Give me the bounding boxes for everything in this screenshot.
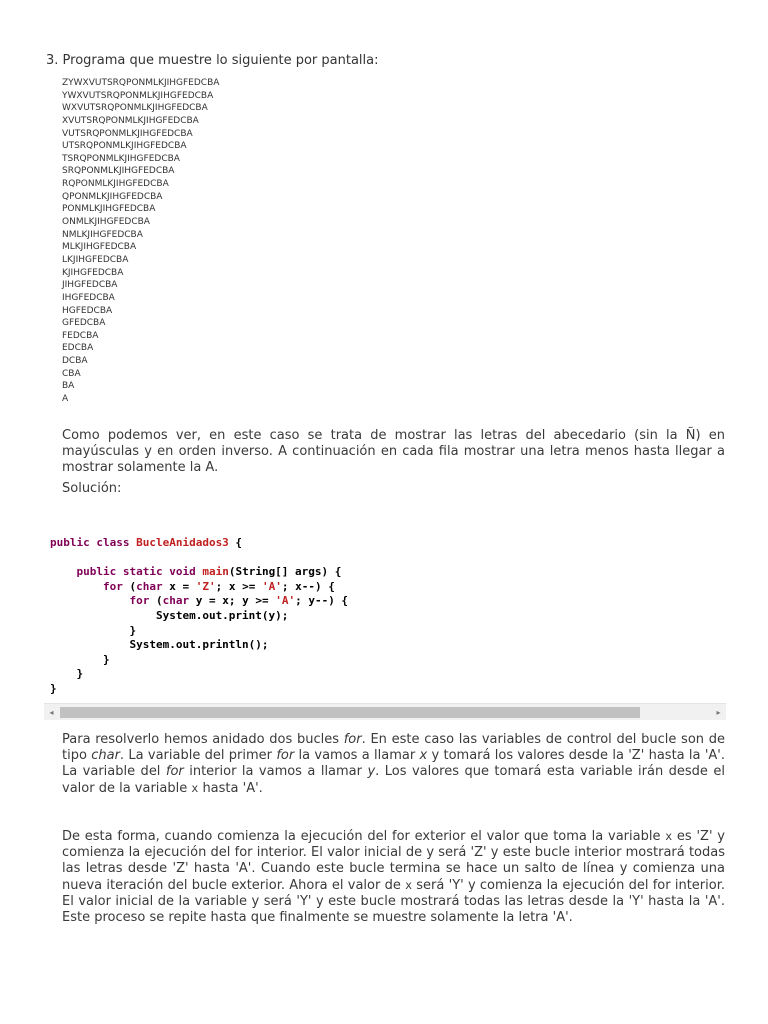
code-token: public static void	[50, 565, 203, 579]
text-run: y	[367, 764, 376, 779]
code-token: y = x; y >=	[189, 594, 276, 608]
code-token: 'Z'	[195, 579, 216, 593]
output-line: QPONMLKJIHGFEDCBA	[62, 191, 163, 202]
code-token: for	[102, 579, 123, 593]
explanation-paragraph-1	[62, 732, 725, 797]
code-token: char	[136, 579, 163, 593]
output-line: RQPONMLKJIHGFEDCBA	[62, 179, 169, 190]
code-token: ; x >=	[215, 579, 262, 593]
code-line	[50, 624, 348, 639]
code-line	[50, 565, 348, 580]
text-run: . La variable del primer	[119, 748, 277, 763]
code-line	[50, 580, 348, 595]
code-token: }	[50, 652, 110, 666]
code-token: 'A'	[275, 594, 296, 608]
code-token: }	[50, 681, 57, 695]
code-token: char	[162, 594, 190, 608]
output-letter-list	[62, 77, 219, 406]
code-token: for	[129, 594, 150, 608]
output-line: BA	[62, 381, 75, 392]
output-line: CBA	[62, 368, 81, 379]
code-line	[50, 609, 348, 624]
output-line: KJIHGFEDCBA	[62, 267, 124, 278]
code-token: x =	[162, 579, 196, 593]
code-line	[50, 594, 348, 609]
output-line: LKJIHGFEDCBA	[62, 254, 129, 265]
text-run: hasta 'A'.	[198, 781, 263, 796]
text-run: De esta forma, cuando comienza la ejecución del for exterior el valor que toma la variable	[62, 829, 666, 844]
text-run: es 'Z' y comienza la ejecución del for interior. El valor inicial de y será 'Z' y este bucle interior mostrará todas las letras desde 'Z' hasta 'A'. Cuando este bucle termina se hace un salto de línea y comienza una nueva iteración del bucle exterior. Ahora el valor de	[62, 829, 725, 893]
output-line: PONMLKJIHGFEDCBA	[62, 204, 156, 215]
code-token: public class	[50, 536, 137, 549]
code-line	[50, 638, 348, 653]
code-line	[50, 653, 348, 668]
text-run: . En este caso las variables de control del bucle son de tipo	[62, 732, 725, 763]
code-token: ; x--) {	[281, 579, 335, 593]
code-token	[50, 580, 103, 593]
explanation-paragraph-2	[62, 828, 725, 926]
output-line: JIHGFEDCBA	[62, 280, 118, 291]
code-token: (	[122, 579, 137, 593]
output-line: IHGFEDCBA	[62, 292, 115, 303]
output-line: MLKJIHGFEDCBA	[62, 242, 137, 253]
text-run: for	[276, 748, 295, 763]
code-line	[50, 682, 348, 697]
code-line	[50, 667, 348, 682]
output-line: UTSRQPONMLKJIHGFEDCBA	[62, 141, 187, 152]
code-token: BucleAnidados3	[136, 536, 229, 549]
code-token: System.out.print(y);	[50, 608, 289, 622]
text-run: x	[665, 829, 673, 843]
text-run: x	[419, 748, 428, 763]
output-line: ONMLKJIHGFEDCBA	[62, 217, 150, 228]
code-line	[50, 551, 348, 566]
code-token: main	[202, 565, 229, 579]
output-line: HGFEDCBA	[62, 305, 113, 316]
code-line	[50, 536, 348, 551]
output-line: WXVUTSRQPONMLKJIHGFEDCBA	[62, 103, 208, 114]
scrollbar-thumb[interactable]	[60, 707, 640, 718]
text-run: x	[191, 781, 199, 795]
code-token: (String[] args) {	[228, 565, 342, 579]
code-block	[50, 536, 348, 697]
text-run: será 'Y' y comienza la ejecución del for interior. El valor inicial de la variable y será 'Y' y este bucle mostrará todas las letras desde la 'Y' hasta la 'A'. Este proceso se repite hasta que finalmente se muestre solamente la letra 'A'.	[62, 878, 725, 925]
text-run: for	[165, 764, 184, 779]
intro-paragraph: Como podemos ver, en este caso se trata de mostrar las letras del abecedario (sin la Ñ) en mayúsculas y en orden inverso. A continuación en cada fila mostrar una letra menos hasta llegar a mostrar solamente la A.	[62, 428, 725, 475]
text-run: la vamos a llamar	[294, 748, 420, 763]
output-line: YWXVUTSRQPONMLKJIHGFEDCBA	[62, 90, 214, 101]
text-run: char	[91, 748, 120, 763]
code-token	[50, 594, 129, 607]
output-line: NMLKJIHGFEDCBA	[62, 229, 143, 240]
scroll-right-arrow-icon[interactable]: ▸	[716, 708, 721, 717]
text-run: x	[405, 878, 413, 892]
output-line: SRQPONMLKJIHGFEDCBA	[62, 166, 175, 177]
code-token: }	[50, 667, 84, 681]
scroll-left-arrow-icon[interactable]: ◂	[49, 708, 54, 717]
exercise-heading: 3. Programa que muestre lo siguiente por pantalla:	[46, 53, 379, 68]
output-line: DCBA	[62, 356, 88, 367]
text-run: . Los valores que tomará esta variable irán desde el valor de la variable	[62, 764, 725, 796]
text-run: interior la vamos a llamar	[183, 764, 368, 779]
output-line: XVUTSRQPONMLKJIHGFEDCBA	[62, 115, 199, 126]
output-line: VUTSRQPONMLKJIHGFEDCBA	[62, 128, 193, 139]
output-line: EDCBA	[62, 343, 94, 354]
code-token: }	[50, 623, 137, 637]
text-run: y tomará los valores desde la 'Z' hasta la 'A'. La variable del	[62, 748, 725, 779]
output-line: FEDCBA	[62, 330, 99, 341]
code-token: ; y--) {	[295, 594, 349, 608]
output-line: A	[62, 394, 69, 405]
output-line: ZYWXVUTSRQPONMLKJIHGFEDCBA	[62, 78, 220, 88]
code-token: 'A'	[261, 579, 282, 593]
code-token: System.out.println();	[50, 638, 269, 652]
code-token: {	[228, 536, 243, 549]
solution-label: Solución:	[62, 481, 122, 496]
code-horizontal-scrollbar[interactable]	[44, 703, 726, 720]
code-token: (	[149, 594, 163, 608]
text-run: Para resolverlo hemos anidado dos bucles	[62, 732, 344, 747]
output-line: TSRQPONMLKJIHGFEDCBA	[62, 153, 180, 164]
text-run: for	[343, 732, 362, 747]
output-line: GFEDCBA	[62, 318, 106, 329]
